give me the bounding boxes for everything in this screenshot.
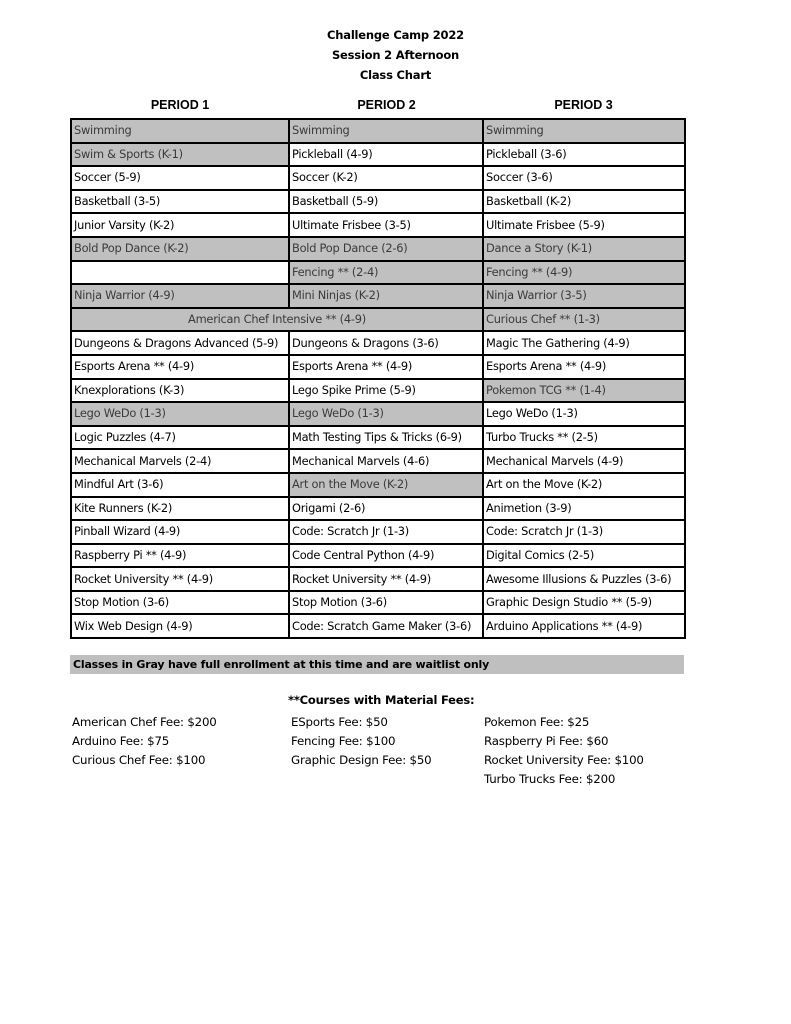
- fee-item: Pokemon Fee: $25: [484, 715, 590, 729]
- table-row: [71, 473, 685, 497]
- fee-item: ESports Fee: $50: [291, 715, 388, 729]
- fee-item: Graphic Design Fee: $50: [291, 753, 432, 767]
- fee-item: Fencing Fee: $100: [291, 734, 396, 748]
- class-cell: Awesome Illusions & Puzzles (3-6): [483, 567, 685, 591]
- class-cell: Soccer (5-9): [71, 166, 289, 190]
- class-cell: Code Central Python (4-9): [289, 544, 483, 568]
- class-cell: Soccer (3-6): [483, 166, 685, 190]
- class-cell: Junior Varsity (K-2): [71, 213, 289, 237]
- class-cell: [71, 261, 289, 285]
- table-row: [71, 261, 685, 285]
- fee-item: Curious Chef Fee: $100: [72, 753, 206, 767]
- class-cell: Lego WeDo (1-3): [71, 402, 289, 426]
- class-cell: Ninja Warrior (4-9): [71, 284, 289, 308]
- class-cell: Stop Motion (3-6): [289, 591, 483, 615]
- class-cell: Turbo Trucks ** (2-5): [483, 426, 685, 450]
- class-cell: Code: Scratch Game Maker (3-6): [289, 614, 483, 638]
- class-cell: Swimming: [71, 119, 289, 143]
- class-cell: Digital Comics (2-5): [483, 544, 685, 568]
- table-row: [71, 544, 685, 568]
- fee-item: American Chef Fee: $200: [72, 715, 217, 729]
- column-header-period-2: PERIOD 2: [357, 98, 416, 112]
- table-row: [71, 379, 685, 403]
- class-cell: Code: Scratch Jr (1-3): [483, 520, 685, 544]
- class-cell: Wix Web Design (4-9): [71, 614, 289, 638]
- class-cell: Mechanical Marvels (4-9): [483, 449, 685, 473]
- class-cell: Swim & Sports (K-1): [71, 143, 289, 167]
- fees-column-1: [72, 713, 217, 770]
- class-cell: Fencing ** (2-4): [289, 261, 483, 285]
- column-header-period-3: PERIOD 3: [554, 98, 613, 112]
- class-cell: Mechanical Marvels (2-4): [71, 449, 289, 473]
- class-cell: Mechanical Marvels (4-6): [289, 449, 483, 473]
- table-row: [71, 331, 685, 355]
- class-cell: Art on the Move (K-2): [289, 473, 483, 497]
- column-header-period-1: PERIOD 1: [150, 98, 210, 112]
- class-cell: Pickleball (4-9): [289, 143, 483, 167]
- class-cell: Math Testing Tips & Tricks (6-9): [289, 426, 483, 450]
- class-cell: Curious Chef ** (1-3): [483, 308, 685, 332]
- class-cell: Ultimate Frisbee (5-9): [483, 213, 685, 237]
- class-cell: Mindful Art (3-6): [71, 473, 289, 497]
- class-cell: Soccer (K-2): [289, 166, 483, 190]
- page-title: Challenge Camp 2022: [327, 28, 464, 42]
- fee-item: Rocket University Fee: $100: [484, 753, 644, 767]
- class-cell: Esports Arena ** (4-9): [289, 355, 483, 379]
- class-cell: American Chef Intensive ** (4-9): [71, 308, 483, 332]
- class-cell: Magic The Gathering (4-9): [483, 331, 685, 355]
- class-cell: Esports Arena ** (4-9): [483, 355, 685, 379]
- table-row: [71, 426, 685, 450]
- class-cell: Rocket University ** (4-9): [289, 567, 483, 591]
- class-cell: Graphic Design Studio ** (5-9): [483, 591, 685, 615]
- class-cell: Dance a Story (K-1): [483, 237, 685, 261]
- class-cell: Kite Runners (K-2): [71, 497, 289, 521]
- class-cell: Art on the Move (K-2): [483, 473, 685, 497]
- class-cell: Knexplorations (K-3): [71, 379, 289, 403]
- table-row: [71, 166, 685, 190]
- fee-item: Turbo Trucks Fee: $200: [484, 772, 616, 786]
- table-row: [71, 591, 685, 615]
- class-cell: Code: Scratch Jr (1-3): [289, 520, 483, 544]
- class-cell: Ultimate Frisbee (3-5): [289, 213, 483, 237]
- chart-name: Class Chart: [359, 68, 432, 82]
- table-row: [71, 237, 685, 261]
- class-cell: Lego WeDo (1-3): [289, 402, 483, 426]
- session-subtitle: Session 2 Afternoon: [331, 48, 460, 62]
- class-cell: Lego WeDo (1-3): [483, 402, 685, 426]
- fee-item: Raspberry Pi Fee: $60: [484, 734, 609, 748]
- table-row: [71, 614, 685, 638]
- class-cell: Arduino Applications ** (4-9): [483, 614, 685, 638]
- class-cell: Basketball (K-2): [483, 190, 685, 214]
- waitlist-note: Classes in Gray have full enrollment at this time and are waitlist only: [70, 655, 684, 674]
- fees-column-3: [484, 713, 644, 789]
- fees-column-2: [291, 713, 431, 770]
- class-cell: Lego Spike Prime (5-9): [289, 379, 483, 403]
- class-cell: Swimming: [289, 119, 483, 143]
- class-cell: Pokemon TCG ** (1-4): [483, 379, 685, 403]
- fee-item: Arduino Fee: $75: [72, 734, 170, 748]
- class-cell: Origami (2-6): [289, 497, 483, 521]
- class-cell: Ninja Warrior (3-5): [483, 284, 685, 308]
- class-cell: Dungeons & Dragons (3-6): [289, 331, 483, 355]
- table-row: [71, 449, 685, 473]
- material-fees-heading: **Courses with Material Fees:: [288, 693, 475, 707]
- table-row: [71, 284, 685, 308]
- table-row: [71, 497, 685, 521]
- class-cell: Pinball Wizard (4-9): [71, 520, 289, 544]
- class-chart-body: [71, 119, 685, 638]
- class-cell: Bold Pop Dance (2-6): [289, 237, 483, 261]
- class-cell: Fencing ** (4-9): [483, 261, 685, 285]
- class-cell: Raspberry Pi ** (4-9): [71, 544, 289, 568]
- table-row: [71, 520, 685, 544]
- class-cell: Animetion (3-9): [483, 497, 685, 521]
- class-cell: Basketball (5-9): [289, 190, 483, 214]
- table-row: [71, 213, 685, 237]
- class-cell: Logic Puzzles (4-7): [71, 426, 289, 450]
- table-row: [71, 308, 685, 332]
- class-cell: Dungeons & Dragons Advanced (5-9): [71, 331, 289, 355]
- table-row: [71, 355, 685, 379]
- class-cell: Rocket University ** (4-9): [71, 567, 289, 591]
- class-cell: Bold Pop Dance (K-2): [71, 237, 289, 261]
- table-row: [71, 190, 685, 214]
- class-cell: Pickleball (3-6): [483, 143, 685, 167]
- class-chart-table: [70, 118, 686, 639]
- class-cell: Swimming: [483, 119, 685, 143]
- table-row: [71, 402, 685, 426]
- table-row: [71, 567, 685, 591]
- class-cell: Mini Ninjas (K-2): [289, 284, 483, 308]
- table-row: [71, 143, 685, 167]
- class-cell: Esports Arena ** (4-9): [71, 355, 289, 379]
- class-cell: Basketball (3-5): [71, 190, 289, 214]
- class-cell: Stop Motion (3-6): [71, 591, 289, 615]
- table-row: [71, 119, 685, 143]
